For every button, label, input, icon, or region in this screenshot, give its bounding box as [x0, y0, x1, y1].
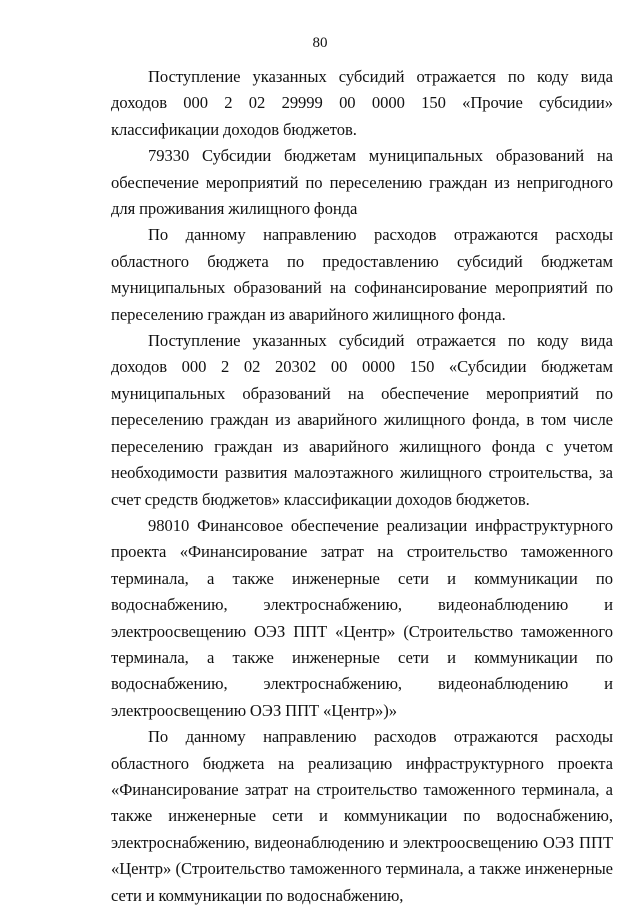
paragraph-subsidy-income-29999: Поступление указанных субсидий отражается по коду вида доходов 000 2 02 29999 00 0000 150 «Прочие субсидии» классификации доходов бюджетов. [111, 67, 613, 139]
paragraph-79330-expenses: По данному направлению расходов отражаются расходы областного бюджета по предоставлению субсидий бюджетам муниципальных образований на софинансирование мероприятий по переселению граждан из аварийного жилищного фонда. [111, 225, 613, 324]
paragraph-subsidy-income-20302: Поступление указанных субсидий отражается по коду вида доходов 000 2 02 20302 00 0000 150 «Субсидии бюджетам муниципальных образований на обеспечение мероприятий по переселению граждан из аварийного жилищного фонда, в том числе переселению граждан из аварийного жилищного фонда с учетом необходимости развития малоэтажного жилищного строительства, за счет средств бюджетов» классификации доходов бюджетов. [111, 331, 613, 509]
paragraph-98010-heading: 98010 Финансовое обеспечение реализации инфраструктурного проекта «Финансирование затрат на строительство таможенного терминала, а также инженерные сети и коммуникации по водоснабжению, электроснабжению, видеонаблюдению и электроосвещению ОЭЗ ППТ «Центр» (Строительство таможенного терминала, а также инженерные сети и коммуникации по водоснабжению, электроснабжению, видеонаблюдению и электроосвещению ОЭЗ ППТ «Центр»)» [111, 515, 613, 720]
document-body [111, 64, 613, 909]
page-number: 80 [312, 35, 328, 51]
paragraph-98010-expenses: По данному направлению расходов отражаются расходы областного бюджета на реализацию инфраструктурного проекта «Финансирование затрат на строительство таможенного терминала, а также инженерные сети и коммуникации по водоснабжению, электроснабжению, видеонаблюдению и электроосвещению ОЭЗ ППТ «Центр» (Строительство таможенного терминала, а также инженерные сети и коммуникации по водоснабжению, [111, 727, 613, 905]
paragraph-79330-heading: 79330 Субсидии бюджетам муниципальных образований на обеспечение мероприятий по переселению граждан из непригодного для проживания жилищного фонда [111, 146, 613, 219]
